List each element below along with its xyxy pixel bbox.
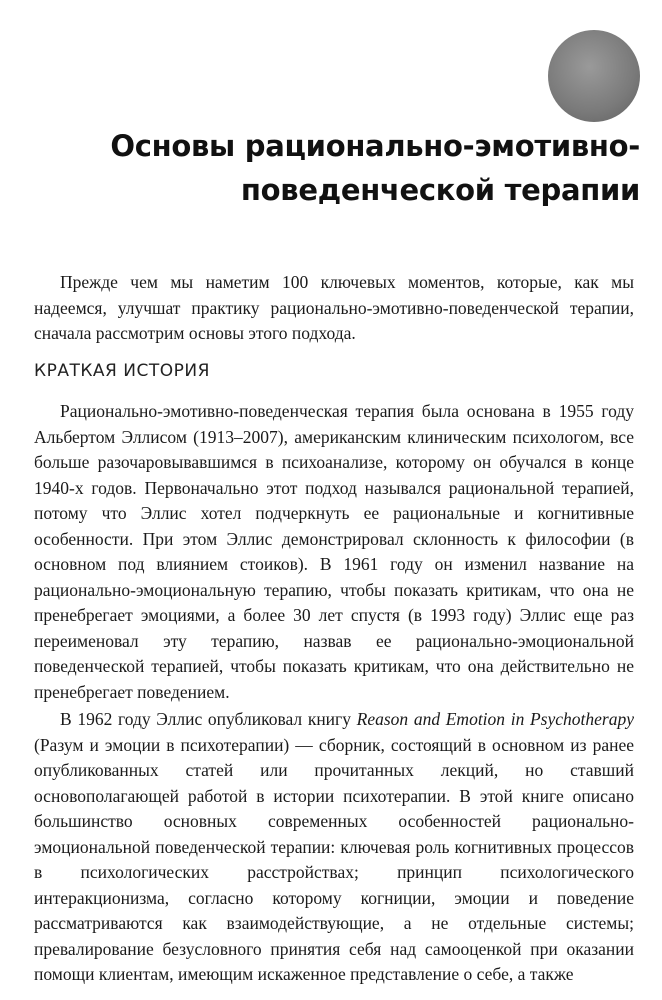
section-heading: КРАТКАЯ ИСТОРИЯ [34, 361, 210, 381]
chapter-title-line2: поведенческой терапии [240, 173, 640, 207]
paragraph-2-start: В 1962 году Эллис опубликовал книгу [60, 709, 357, 729]
paragraph-2-rest: (Разум и эмоции в психотерапии) — сборник, состоящий в основном из ранее опубликованных статей или прочитанных лекций, но ставший основополагающей работой в истории психотерапии. В этой книге описано большинство основных современных особенностей рационально-эмоциональной поведенческой терапии: ключевая роль когнитивных процессов в психологических расстройствах; принцип психологического интеракционизма, согласно которому когниции, эмоции и поведение рассматриваются как взаимодействующие, а не отдельные системы; превалирование безусловного принятия себя над самооценкой при оказании помощи клиентам, имеющим искаженное представление о себе, а также [34, 734, 634, 984]
paragraph-1: Рационально-эмотивно-поведенческая терапия была основана в 1955 году Альбертом Эллисом (1913–2007), американским клиническим психологом, все больше разочаровывавшимся в психоанализе, которому он обучался в конце 1940-х годов. Первоначально этот подход назывался рациональной терапией, потому что Эллис хотел подчеркнуть ее рациональные и когнитивные особенности. При этом Эллис демонстрировал склонность к философии (в основном под влиянием стоиков). В 1961 году он изменил название на рационально-эмоциональную терапию, чтобы показать критикам, что она не пренебрегает эмоциями, а более 30 лет спустя (в 1993 году) Эллис еще раз переименовал эту терапию, назвав ее рационально-эмоциональной поведенческой терапией, чтобы показать критикам, что она действительно не пренебрегает поведением. [34, 401, 634, 702]
paragraph-2 [34, 707, 634, 988]
chapter-badge-circle [548, 30, 640, 122]
intro-block [34, 270, 634, 347]
chapter-title-line1: Основы рационально-эмотивно- [110, 129, 640, 163]
chapter-title [60, 124, 640, 212]
intro-paragraph: Прежде чем мы наметим 100 ключевых моментов, которые, как мы надеемся, улучшат практику рационально-эмотивно-поведенческой терапии, сначала рассмотрим основы этого подхода. [34, 272, 634, 343]
book-title: Reason and Emotion in Psychotherapy [356, 709, 634, 729]
body-text [34, 399, 634, 988]
